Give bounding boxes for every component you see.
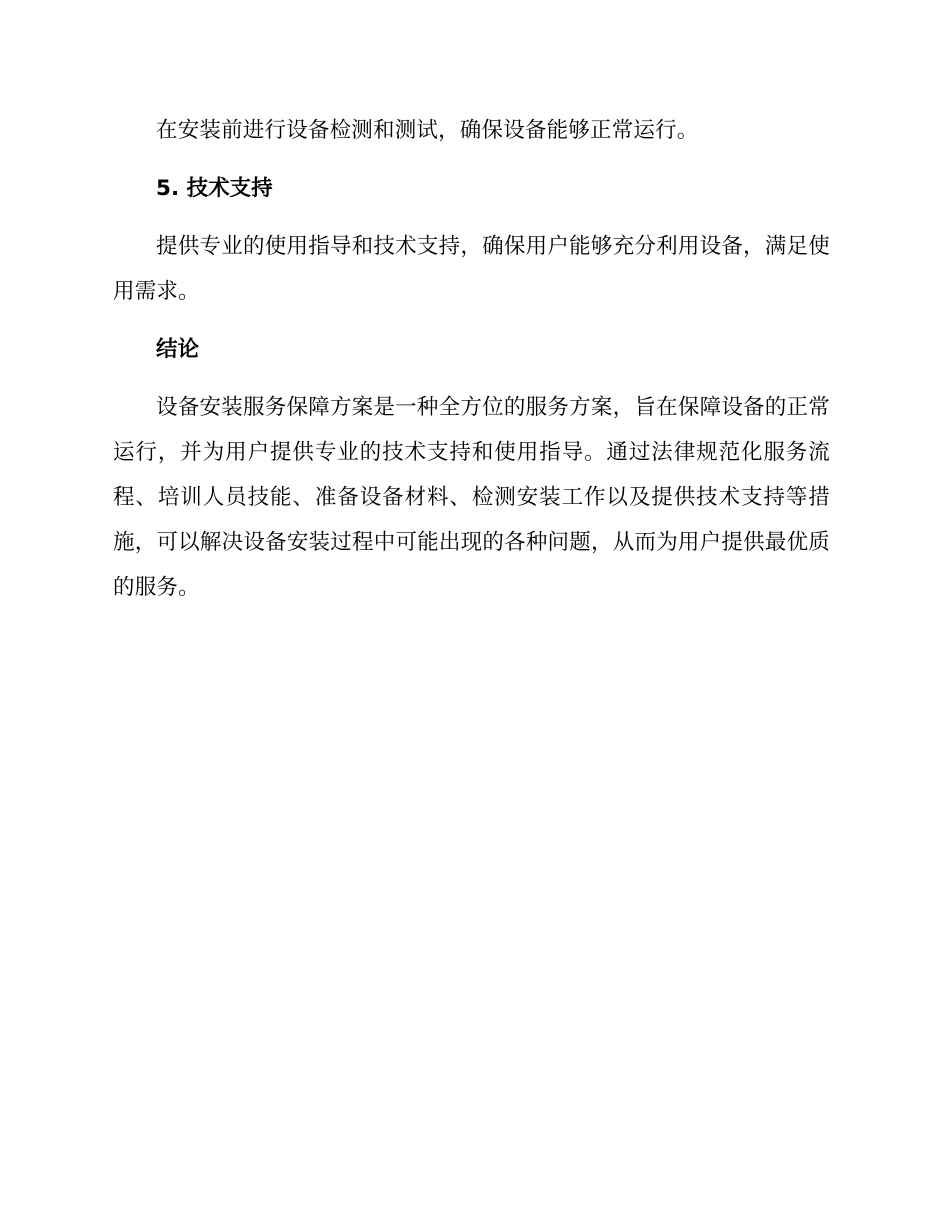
paragraph-conclusion: 设备安装服务保障方案是一种全方位的服务方案，旨在保障设备的正常运行，并为用户提供专业的技术支持和使用指导。通过法律规范化服务流程、培训人员技能、准备设备材料、检测安装工作以及提供技术支持等措施，可以解决设备安装过程中可能出现的各种问题，从而为用户提供最优质的服务。	[113, 395, 830, 600]
paragraph-tech-support: 提供专业的使用指导和技术支持，确保用户能够充分利用设备，满足使用需求。	[113, 234, 830, 304]
paragraph-installation-testing: 在安装前进行设备检测和测试，确保设备能够正常运行。	[156, 118, 699, 143]
document-page	[113, 108, 830, 610]
section-heading-conclusion: 结论	[156, 337, 200, 362]
section-heading-tech-support: 5. 技术支持	[156, 176, 273, 201]
